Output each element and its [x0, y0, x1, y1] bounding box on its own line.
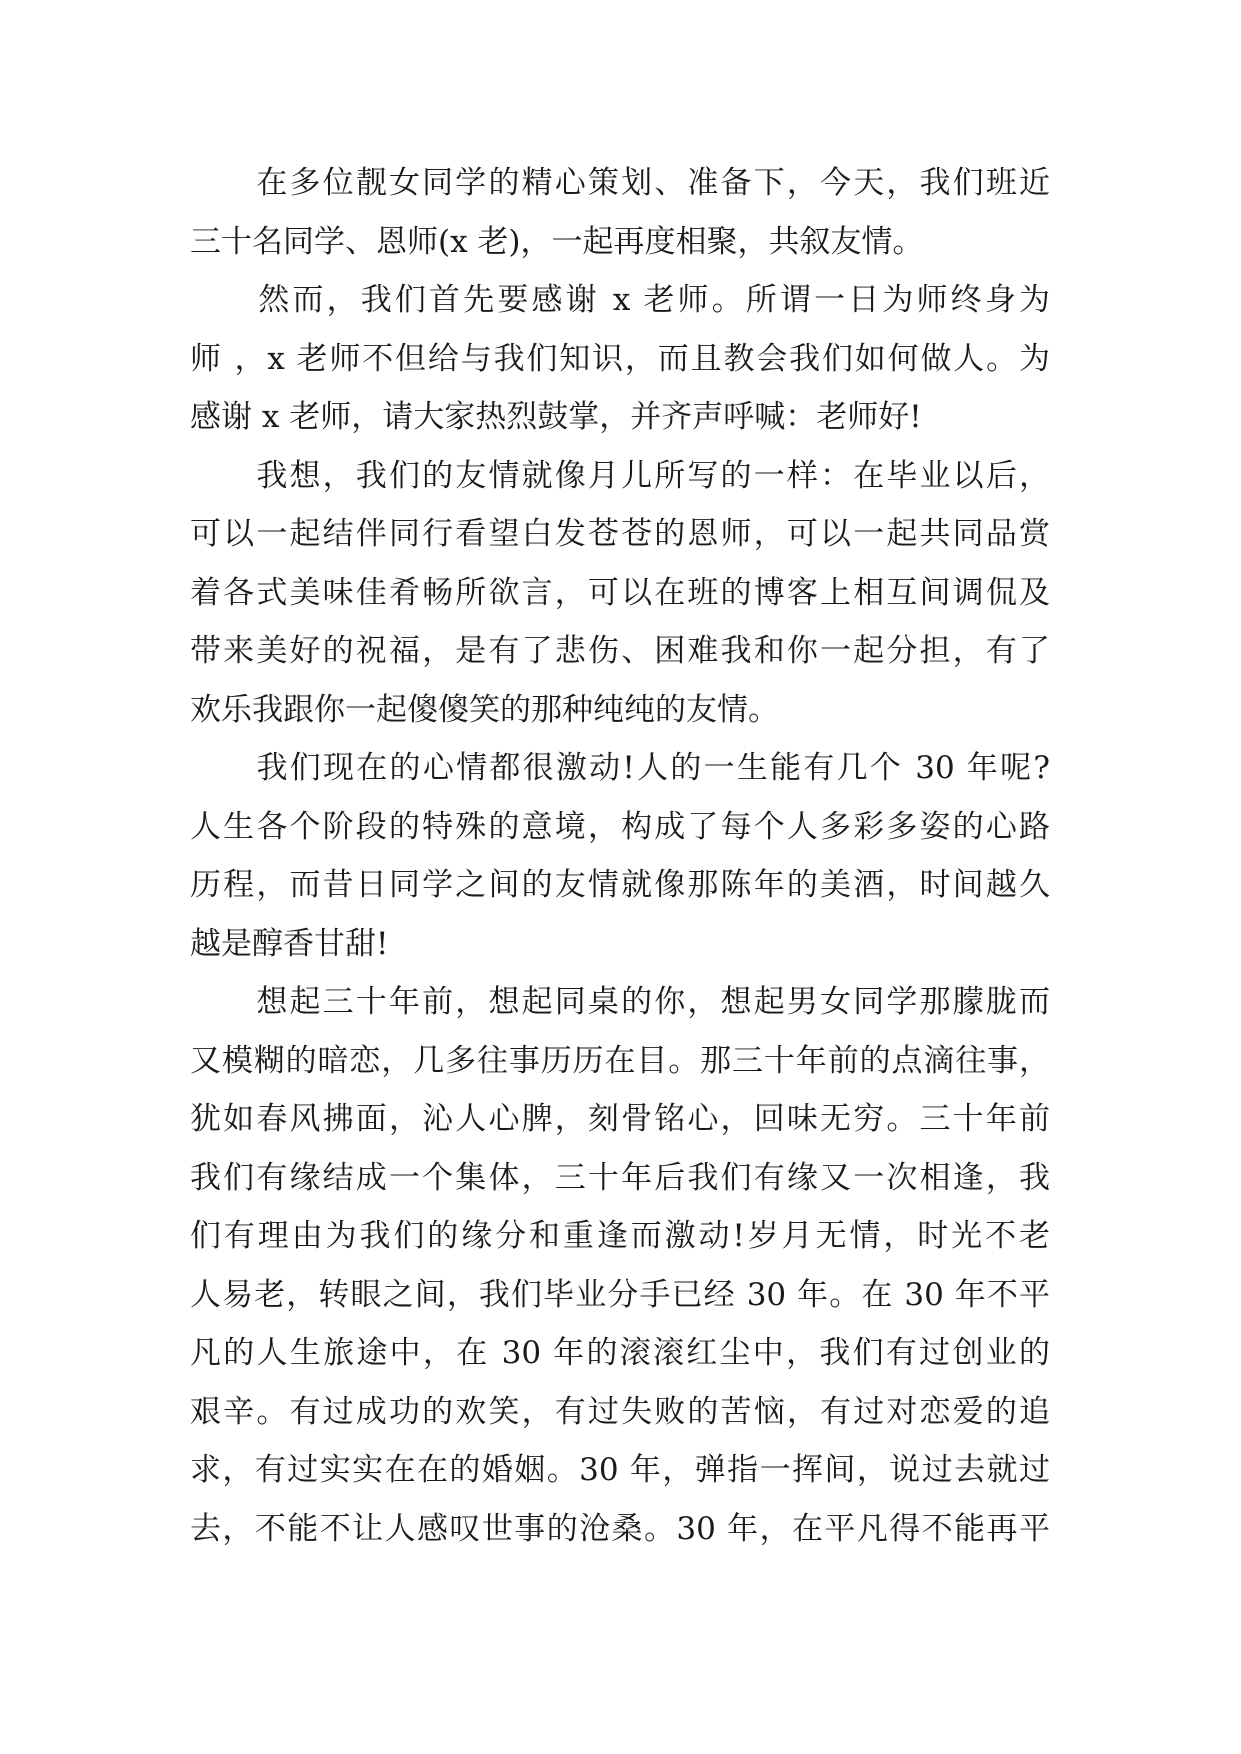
text-line: 想起三十年前，想起同桌的你，想起男女同学那朦胧而	[190, 984, 1050, 1020]
text-line: 我们有缘结成一个集体，三十年后我们有缘又一次相逢，我	[190, 1159, 1050, 1196]
text-line: 艰辛。有过成功的欢笑，有过失败的苦恼，有过对恋爱的追	[190, 1393, 1050, 1430]
text-line: 感谢 x 老师，请大家热烈鼓掌，并齐声呼喊：老师好!	[190, 399, 922, 435]
text-line: 三十名同学、恩师(x 老)，一起再度相聚，共叙友情。	[190, 223, 924, 260]
text-line: 我想，我们的友情就像月儿所写的一样：在毕业以后，	[190, 457, 1050, 494]
text-line: 求，有过实实在在的婚姻。30 年，弹指一挥间，说过去就过	[190, 1452, 1050, 1488]
text-line: 然而，我们首先要感谢 x 老师。所谓一日为师终身为	[190, 282, 1050, 318]
text-line: 去，不能不让人感叹世事的沧桑。30 年，在平凡得不能再平	[190, 1510, 1050, 1547]
text-line: 犹如春风拂面，沁人心脾，刻骨铭心，回味无穷。三十年前	[190, 1101, 1050, 1137]
text-line: 可以一起结伴同行看望白发苍苍的恩师，可以一起共同品赏	[190, 516, 1050, 552]
text-line: 历程，而昔日同学之间的友情就像那陈年的美酒，时间越久	[190, 867, 1050, 903]
text-line: 师 ，x 老师不但给与我们知识，而且教会我们如何做人。为	[190, 340, 1050, 377]
document-body	[190, 154, 1050, 1558]
text-line: 我们现在的心情都很激动!人的一生能有几个 30 年呢?	[190, 750, 1050, 786]
text-line: 凡的人生旅途中，在 30 年的滚滚红尘中，我们有过创业的	[190, 1335, 1050, 1371]
text-line: 越是醇香甘甜!	[190, 925, 389, 962]
text-line: 们有理由为我们的缘分和重逢而激动!岁月无情，时光不老	[190, 1218, 1050, 1254]
text-line: 人易老，转眼之间，我们毕业分手已经 30 年。在 30 年不平	[190, 1276, 1050, 1313]
text-line: 带来美好的祝福，是有了悲伤、困难我和你一起分担，有了	[190, 633, 1050, 669]
text-line: 欢乐我跟你一起傻傻笑的那种纯纯的友情。	[190, 691, 779, 728]
text-line: 着各式美味佳肴畅所欲言，可以在班的博客上相互间调侃及	[190, 574, 1050, 611]
text-line: 又模糊的暗恋，几多往事历历在目。那三十年前的点滴往事，	[190, 1042, 1050, 1079]
text-line: 人生各个阶段的特殊的意境，构成了每个人多彩多姿的心路	[190, 808, 1050, 845]
text-line: 在多位靓女同学的精心策划、准备下，今天，我们班近	[190, 165, 1050, 201]
